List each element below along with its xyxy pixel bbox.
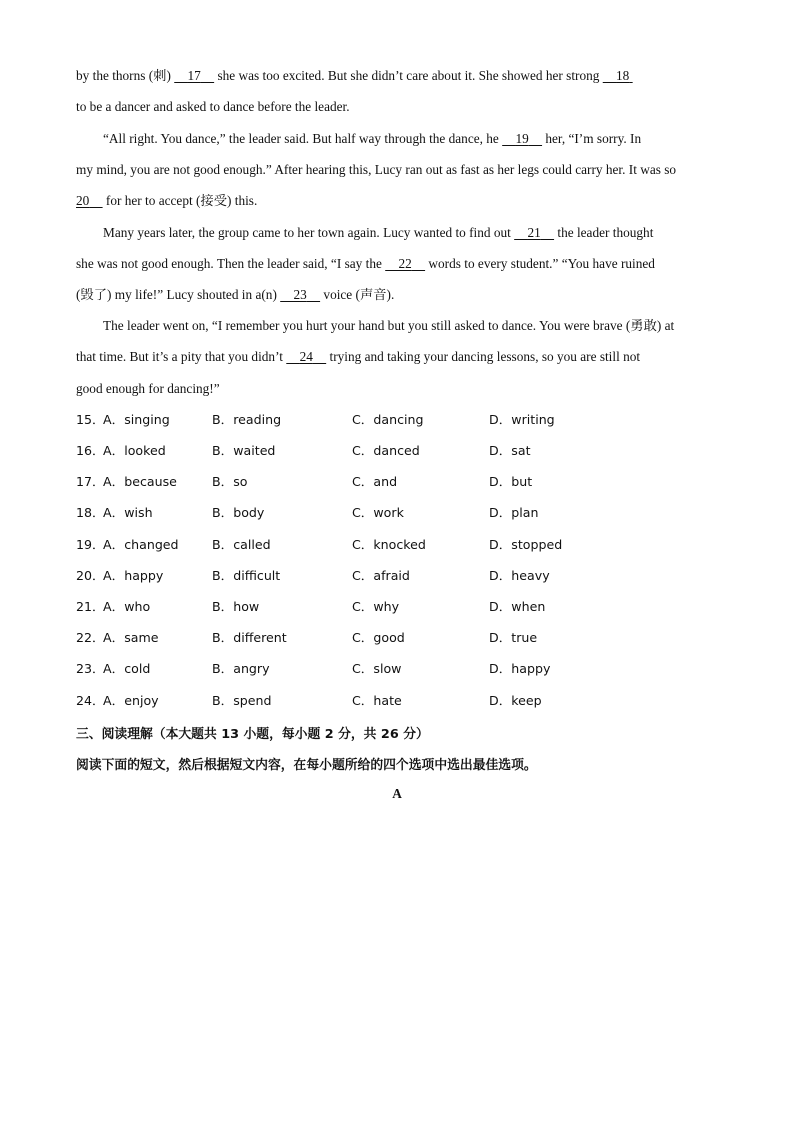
- question-number: 24．: [76, 693, 105, 708]
- option-b: B．reading: [212, 412, 282, 427]
- option-a: A．because: [103, 474, 177, 489]
- option-c: C．why: [352, 599, 400, 614]
- option-d: D．keep: [489, 693, 542, 708]
- question-number: 17．: [76, 474, 105, 489]
- option-c: C．knocked: [352, 537, 426, 552]
- option-b: B．called: [212, 537, 271, 552]
- option-b: B．angry: [212, 661, 270, 676]
- passage-line-9: The leader went on, “I remember you hurt your hand but you still asked to dance. You were brave (勇敢) at: [103, 318, 675, 333]
- option-b: B．waited: [212, 443, 276, 458]
- passage-line-11: good enough for dancing!”: [76, 381, 220, 396]
- option-d: D．sat: [489, 443, 531, 458]
- option-a: A．wish: [103, 505, 153, 520]
- option-c: C．and: [352, 474, 398, 489]
- passage-line-3: “All right. You dance,” the leader said. But half way through the dance, he 19 her, “I’m sorry. In: [103, 131, 642, 146]
- option-d: D．when: [489, 599, 546, 614]
- question-number: 16．: [76, 443, 105, 458]
- option-d: D．heavy: [489, 568, 550, 583]
- blank-22: 22: [398, 256, 412, 271]
- question-number: 23．: [76, 661, 105, 676]
- option-d: D．stopped: [489, 537, 563, 552]
- option-a: A．cold: [103, 661, 151, 676]
- blank-24: 24: [299, 349, 313, 364]
- option-c: C．work: [352, 505, 404, 520]
- question-number: 15．: [76, 412, 105, 427]
- passage-line-1: by the thorns (刺) 17 she was too excited. But she didn’t care about it. She showed her strong 18: [76, 68, 718, 84]
- section-instruction: 阅读下面的短文，然后根据短文内容，在每小题所给的四个选项中选出最佳选项。: [76, 758, 537, 773]
- option-d: D．plan: [489, 505, 539, 520]
- option-d: D．happy: [489, 661, 551, 676]
- option-b: B．so: [212, 474, 248, 489]
- option-a: A．same: [103, 630, 159, 645]
- option-a: A．who: [103, 599, 151, 614]
- option-d: D．true: [489, 630, 538, 645]
- question-number: 20．: [76, 568, 105, 583]
- blank-20: 20: [76, 193, 90, 208]
- passage-line-7: she was not good enough. Then the leader said, “I say the 22 words to every student.” “You have ruined: [76, 256, 655, 271]
- passage-line-4: my mind, you are not good enough.” After hearing this, Lucy ran out as fast as her legs could carry her. It was so: [76, 162, 677, 177]
- question-number: 21．: [76, 599, 105, 614]
- option-c: C．danced: [352, 443, 420, 458]
- question-number: 18．: [76, 505, 105, 520]
- option-c: C．hate: [352, 693, 402, 708]
- option-b: B．how: [212, 599, 260, 614]
- option-b: B．body: [212, 505, 265, 520]
- passage-line-10: that time. But it’s a pity that you didn’t 24 trying and taking your dancing lessons, so you are still not: [76, 349, 641, 364]
- passage-label: A: [392, 786, 402, 801]
- option-a: A．changed: [103, 537, 179, 552]
- passage-line-5: 20 for her to accept (接受) this.: [76, 193, 258, 208]
- option-a: A．enjoy: [103, 693, 159, 708]
- option-b: B．difficult: [212, 568, 281, 583]
- passage-line-6: Many years later, the group came to her town again. Lucy wanted to find out 21 the leader thought: [103, 225, 654, 240]
- passage-line-2: to be a dancer and asked to dance before the leader.: [76, 99, 350, 114]
- question-number: 22．: [76, 630, 105, 645]
- option-a: A．singing: [103, 412, 170, 427]
- option-b: B．spend: [212, 693, 272, 708]
- option-d: D．writing: [489, 412, 555, 427]
- option-c: C．dancing: [352, 412, 424, 427]
- option-c: C．slow: [352, 661, 402, 676]
- option-d: D．but: [489, 474, 533, 489]
- blank-18: 18: [616, 68, 630, 83]
- blank-23: 23: [293, 287, 307, 302]
- question-number: 19．: [76, 537, 105, 552]
- option-a: A．happy: [103, 568, 164, 583]
- option-c: C．good: [352, 630, 405, 645]
- passage-line-8: (毁了) my life!” Lucy shouted in a(n) 23 voice (声音).: [76, 287, 395, 302]
- section-title: 三、阅读理解（本大题共 13 小题，每小题 2 分，共 26 分）: [76, 727, 429, 742]
- option-b: B．different: [212, 630, 287, 645]
- option-c: C．afraid: [352, 568, 410, 583]
- blank-21: 21: [527, 225, 541, 240]
- option-a: A．looked: [103, 443, 166, 458]
- blank-17: 17: [187, 68, 201, 83]
- blank-19: 19: [515, 131, 529, 146]
